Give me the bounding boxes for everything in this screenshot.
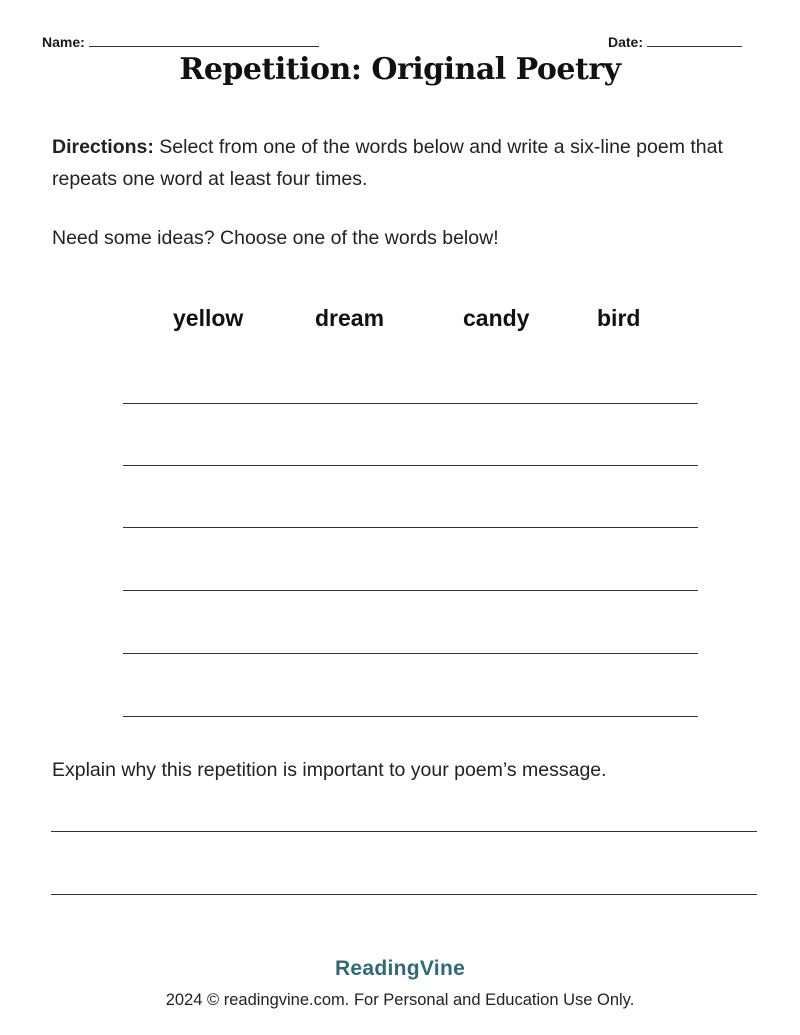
date-label: Date:	[607, 34, 643, 50]
poem-line-6[interactable]	[123, 716, 698, 717]
directions-text: Select from one of the words below and write a six-line poem that repeats one word at least four times.	[52, 136, 723, 190]
poem-line-3[interactable]	[123, 527, 698, 528]
poem-line-5[interactable]	[123, 653, 698, 654]
name-field[interactable]	[42, 33, 319, 50]
copyright-notice: 2024 © readingvine.com. For Personal and Education Use Only.	[165, 991, 635, 1009]
brand-logo: ReadingVine	[334, 957, 466, 980]
answer-line-2[interactable]	[51, 894, 757, 895]
word-bank-item: dream	[315, 305, 385, 331]
name-blank[interactable]	[89, 33, 319, 47]
name-label: Name:	[42, 34, 85, 50]
directions	[52, 131, 742, 195]
word-bank-item: candy	[463, 305, 530, 331]
date-field[interactable]	[608, 33, 742, 50]
answer-line-1[interactable]	[51, 831, 757, 832]
explain-prompt: Explain why this repetition is important to your poem’s message.	[52, 759, 607, 781]
word-bank-item: bird	[597, 305, 641, 331]
word-bank-item: yellow	[173, 305, 244, 331]
poem-line-2[interactable]	[123, 465, 698, 466]
directions-lead: Directions:	[52, 136, 154, 158]
poem-line-1[interactable]	[123, 403, 698, 404]
date-blank[interactable]	[647, 33, 742, 47]
ideas-prompt: Need some ideas? Choose one of the words below!	[52, 227, 499, 249]
poem-line-4[interactable]	[123, 590, 698, 591]
header-row	[42, 33, 742, 53]
word-bank	[0, 305, 800, 337]
page-title: Repetition: Original Poetry	[179, 52, 621, 87]
